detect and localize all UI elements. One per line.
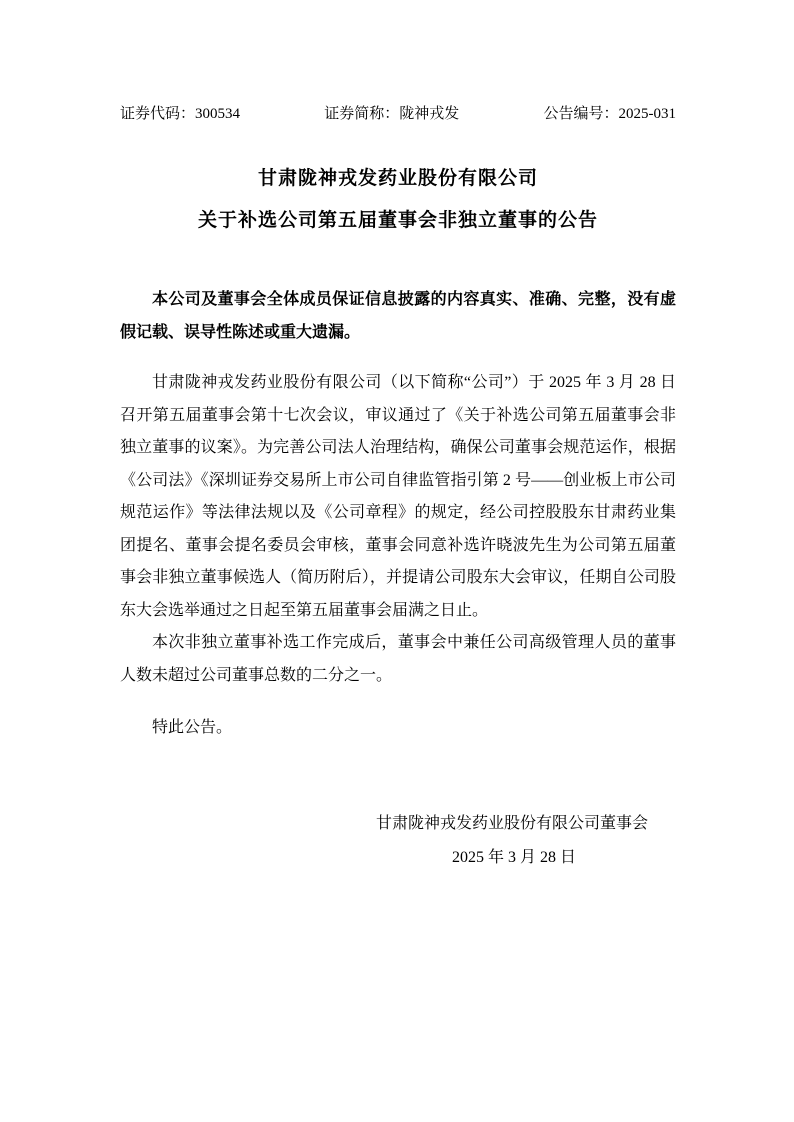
disclaimer-statement: 本公司及董事会全体成员保证信息披露的内容真实、准确、完整，没有虚假记载、误导性陈述或重大遗漏。 bbox=[120, 291, 676, 341]
signature-company: 甘肃陇神戎发药业股份有限公司董事会 bbox=[375, 814, 648, 832]
body-paragraph: 甘肃陇神戎发药业股份有限公司（以下简称“公司”）于 2025 年 3 月 28 日召开第五届董事会第十七次会议，审议通过了《关于补选公司第五届董事会非独立董事的议案》。为完善公司法人治理结构，确保公司董事会规范运作，根据《公司法》《深圳证券交易所上市公司自律监管指引第 2 号——创业板上市公司规范运作》等法律法规以及《公司章程》的规定，经公司控股股东甘肃药业集团提名、董事会提名委员会审核，董事会同意补选许晓波先生为公司第五届董事会非独立董事候选人（简历附后），并提请公司股东大会审议，任期自公司股东大会选举通过之日起至第五届董事会届满之日止。 bbox=[120, 374, 676, 619]
stock-code: 证券代码：300534 bbox=[120, 106, 241, 122]
body-paragraph: 本次非独立董事补选工作完成后，董事会中兼任公司高级管理人员的董事人数未超过公司董事总数的二分之一。 bbox=[120, 634, 676, 684]
document-header-row bbox=[120, 104, 676, 124]
announcement-subject-title: 关于补选公司第五届董事会非独立董事的公告 bbox=[197, 210, 598, 231]
stock-short-name: 证券简称：陇神戎发 bbox=[324, 106, 460, 122]
announcement-number: 公告编号：2025-031 bbox=[543, 106, 676, 122]
body-text bbox=[120, 367, 676, 692]
closing-statement: 特此公告。 bbox=[152, 719, 233, 736]
signature-date: 2025 年 3 月 28 日 bbox=[451, 849, 576, 866]
company-title: 甘肃陇神戎发药业股份有限公司 bbox=[257, 168, 538, 189]
